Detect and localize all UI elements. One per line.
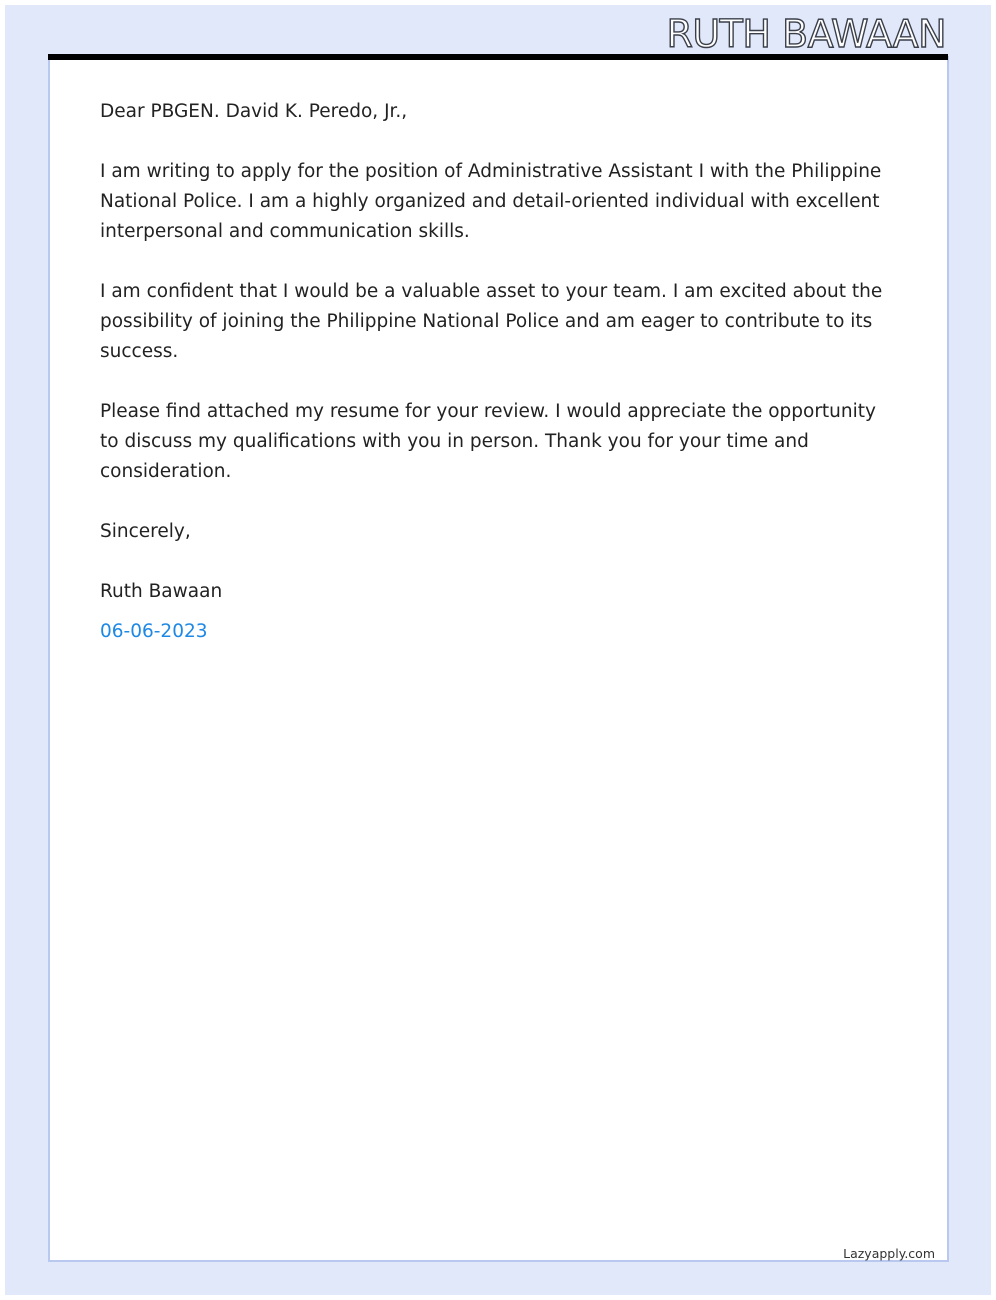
applicant-name-header: RUTH BAWAAN <box>666 12 946 56</box>
footer-brand: Lazyapply.com <box>843 1246 935 1261</box>
closing: Sincerely, <box>100 521 191 542</box>
signature-name: Ruth Bawaan <box>100 581 223 602</box>
salutation: Dear PBGEN. David K. Peredo, Jr., <box>100 101 408 122</box>
paragraph-closing: Please find attached my resume for your review. I would appreciate the opportunity to discuss my qualifications with you in person. Thank you for your time and consideration. <box>100 401 876 482</box>
letter-date: 06-06-2023 <box>100 621 208 642</box>
paragraph-confidence: I am confident that I would be a valuable asset to your team. I am excited about the possibility of joining the Philippine National Police and am eager to contribute to its success. <box>100 281 883 362</box>
cover-letter-body <box>100 97 900 647</box>
paragraph-intro: I am writing to apply for the position of Administrative Assistant I with the Philippine National Police. I am a highly organized and detail-oriented individual with excellent interpersonal and communication skills. <box>100 161 882 242</box>
